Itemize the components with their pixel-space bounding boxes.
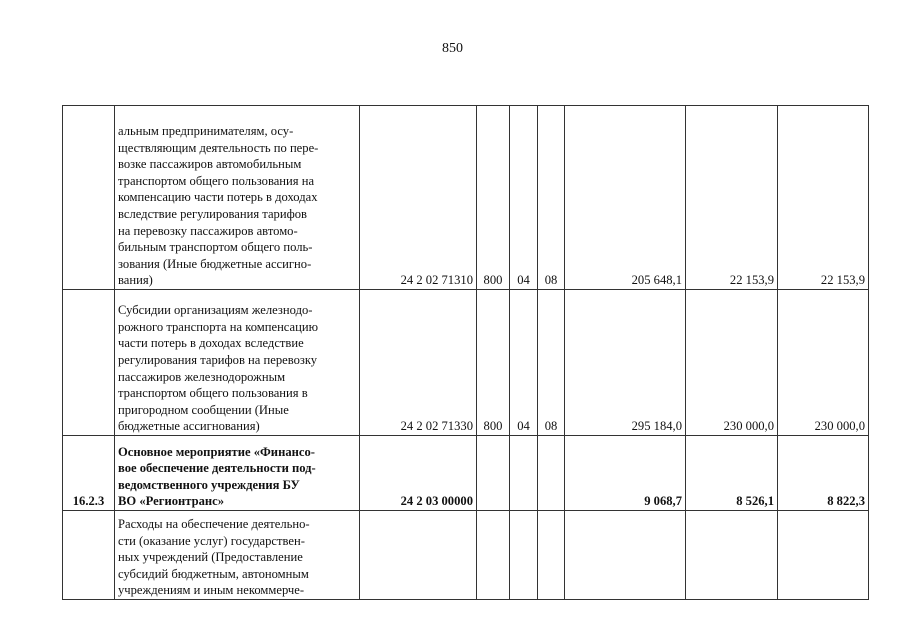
amount-year-3: 8 822,3 <box>778 436 869 511</box>
row-number <box>63 106 115 290</box>
section-code: 04 <box>510 106 538 290</box>
target-article-code: 24 2 02 71330 <box>360 290 477 436</box>
expense-type-code <box>477 511 510 600</box>
amount-year-1: 9 068,7 <box>565 436 686 511</box>
amount-year-2 <box>686 511 778 600</box>
subsection-code <box>538 436 565 511</box>
description-line: бюджетные ассигнования) <box>118 419 260 434</box>
description-line: альным предпринимателям, осу- <box>118 124 294 139</box>
amount-year-1 <box>565 511 686 600</box>
description-line: Основное мероприятие «Финансо- <box>118 444 315 459</box>
description-line: Расходы на обеспечение деятельно- <box>118 517 310 532</box>
description-line: компенсацию части потерь в доходах <box>118 190 318 205</box>
description-line: вследствие регулирования тарифов <box>118 207 307 222</box>
expense-type-code <box>477 436 510 511</box>
table-row <box>63 511 869 600</box>
amount-year-2: 230 000,0 <box>686 290 778 436</box>
amount-year-3: 230 000,0 <box>778 290 869 436</box>
amount-year-1: 205 648,1 <box>565 106 686 290</box>
amount-year-1: 295 184,0 <box>565 290 686 436</box>
description-line: вания) <box>118 273 153 288</box>
row-number: 16.2.3 <box>63 436 115 511</box>
description-line: зования (Иные бюджетные ассигно- <box>118 256 312 271</box>
subsection-code <box>538 511 565 600</box>
description-line: на перевозку пассажиров автомо- <box>118 223 298 238</box>
expense-type-code: 800 <box>477 106 510 290</box>
description-line: ных учреждений (Предоставление <box>118 550 303 565</box>
page-number: 850 <box>442 41 463 56</box>
description-line: возке пассажиров автомобильным <box>118 157 302 172</box>
description-line: сти (оказание услуг) государствен- <box>118 533 305 548</box>
description-line: субсидий бюджетным, автономным <box>118 566 309 581</box>
description-line: рожного транспорта на компенсацию <box>118 319 319 334</box>
description-line: учреждениям и иным некоммерче- <box>118 583 305 598</box>
amount-year-2: 8 526,1 <box>686 436 778 511</box>
description-line: вое обеспечение деятельности под- <box>118 461 316 476</box>
description-line: Субсидии организациям железнодо- <box>118 303 313 318</box>
description-line: пригородном сообщении (Иные <box>118 402 289 417</box>
row-description <box>115 106 360 290</box>
description-line: ществляющим деятельность по пере- <box>118 140 319 155</box>
row-number <box>63 290 115 436</box>
section-code <box>510 511 538 600</box>
description-line: транспортом общего пользования в <box>118 386 308 401</box>
row-description <box>115 511 360 600</box>
expense-type-code: 800 <box>477 290 510 436</box>
description-line: транспортом общего пользования на <box>118 173 315 188</box>
budget-table <box>62 105 869 600</box>
description-line: части потерь в доходах вследствие <box>118 336 304 351</box>
amount-year-3: 22 153,9 <box>778 106 869 290</box>
amount-year-2: 22 153,9 <box>686 106 778 290</box>
subsection-code: 08 <box>538 106 565 290</box>
description-line: бильным транспортом общего поль- <box>118 240 313 255</box>
description-line: регулирования тарифов на перевозку <box>118 353 318 368</box>
description-line: ведомственного учреждения БУ <box>118 477 300 492</box>
row-description <box>115 436 360 511</box>
target-article-code <box>360 511 477 600</box>
row-number <box>63 511 115 600</box>
target-article-code: 24 2 03 00000 <box>360 436 477 511</box>
description-line: пассажиров железнодорожным <box>118 369 286 384</box>
subsection-code: 08 <box>538 290 565 436</box>
target-article-code: 24 2 02 71310 <box>360 106 477 290</box>
section-code: 04 <box>510 290 538 436</box>
amount-year-3 <box>778 511 869 600</box>
section-code <box>510 436 538 511</box>
table-row <box>63 290 869 436</box>
table-row <box>63 106 869 290</box>
table-row <box>63 436 869 511</box>
row-description <box>115 290 360 436</box>
description-line: ВО «Регионтранс» <box>118 494 225 509</box>
